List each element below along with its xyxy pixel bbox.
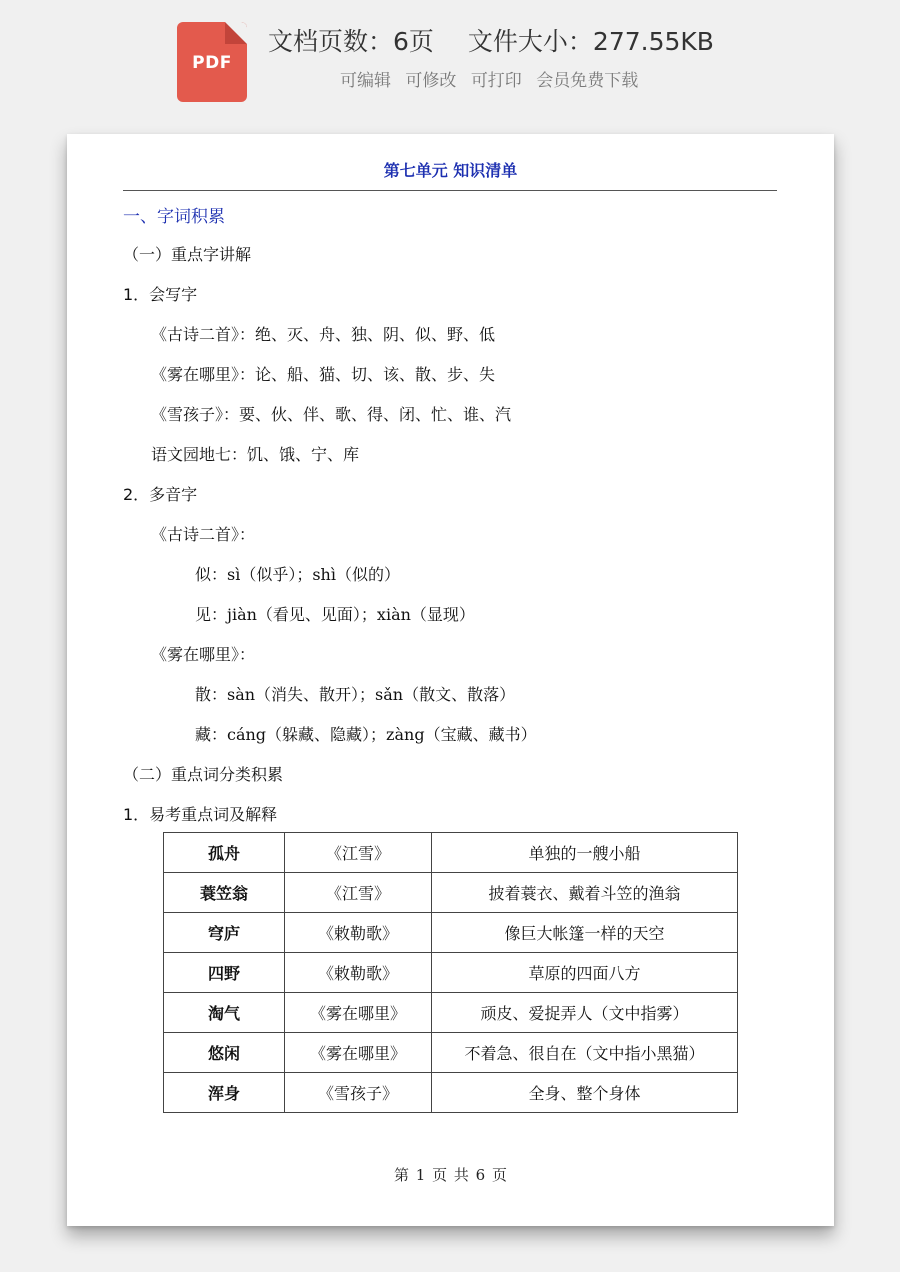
subsection-key-words: （二）重点词分类积累 [123,765,284,784]
source-cell: 《江雪》 [285,833,432,873]
page-fold-corner [225,22,247,44]
file-meta [268,22,788,58]
word-cell: 孤舟 [164,833,285,873]
table-row [164,1073,738,1113]
source-cell: 《雪孩子》 [285,1073,432,1113]
item-polyphones: 2．多音字 [123,485,198,504]
meaning-cell: 披着蓑衣、戴着斗笠的渔翁 [432,873,738,913]
source-cell: 《雾在哪里》 [285,1033,432,1073]
vocabulary-table [163,832,738,1113]
polyphone-group-title: 《古诗二首》： [151,525,256,544]
write-chars-line: 语文园地七：饥、饿、宁、库 [151,445,360,464]
item-exam-words: 1．易考重点词及解释 [123,805,278,824]
document-title: 第七单元 知识清单 [383,161,518,180]
word-cell: 淘气 [164,993,285,1033]
meaning-cell: 全身、整个身体 [432,1073,738,1113]
polyphone-entry: 似：sì（似乎）；shì（似的） [195,565,400,584]
pdf-icon-label: PDF [192,53,232,73]
meaning-cell: 顽皮、爱捉弄人（文中指雾） [432,993,738,1033]
meaning-cell: 不着急、很自在（文中指小黑猫） [432,1033,738,1073]
feature-modifiable: 可修改 [405,71,457,91]
table-row [164,993,738,1033]
write-chars-line: 《古诗二首》：绝、灭、舟、独、阴、似、野、低 [151,325,496,344]
word-cell: 穹庐 [164,913,285,953]
download-banner [0,0,900,120]
title-divider [123,190,777,191]
meaning-cell: 像巨大帐篷一样的天空 [432,913,738,953]
word-cell: 四野 [164,953,285,993]
polyphone-entry: 散：sàn（消失、散开）；sǎn（散文、散落） [195,685,516,704]
word-cell: 悠闲 [164,1033,285,1073]
source-cell: 《江雪》 [285,873,432,913]
document-page [67,134,834,1226]
item-write-characters: 1．会写字 [123,285,198,304]
write-chars-line: 《雾在哪里》：论、船、猫、切、该、散、步、失 [151,365,496,384]
polyphone-entry: 藏：cáng（躲藏、隐藏）；zàng（宝藏、藏书） [195,725,537,744]
source-cell: 《敕勒歌》 [285,913,432,953]
source-cell: 《敕勒歌》 [285,953,432,993]
meaning-cell: 单独的一艘小船 [432,833,738,873]
table-row [164,1033,738,1073]
feature-editable: 可编辑 [340,71,391,91]
page-footer: 第 1 页 共 6 页 [394,1166,507,1184]
section-heading-vocabulary: 一、字词积累 [123,207,225,227]
source-cell: 《雾在哪里》 [285,993,432,1033]
feature-printable: 可打印 [470,71,522,91]
page-count: 文档页数：6页 [268,27,434,56]
word-cell: 浑身 [164,1073,285,1113]
polyphone-group-title: 《雾在哪里》： [151,645,256,664]
feature-list [340,66,647,91]
pdf-file-icon [177,22,247,102]
table-row [164,873,738,913]
subsection-key-characters: （一）重点字讲解 [123,245,252,264]
write-chars-line: 《雪孩子》：要、伙、伴、歌、得、闭、忙、谁、汽 [151,405,512,424]
feature-free-download: 会员免费下载 [536,71,639,91]
file-size: 文件大小：277.55KB [467,27,714,56]
word-cell: 蓑笠翁 [164,873,285,913]
table-row [164,913,738,953]
polyphone-entry: 见：jiàn（看见、见面）；xiàn（显现） [195,605,475,624]
table-row [164,953,738,993]
meaning-cell: 草原的四面八方 [432,953,738,993]
table-row [164,833,738,873]
